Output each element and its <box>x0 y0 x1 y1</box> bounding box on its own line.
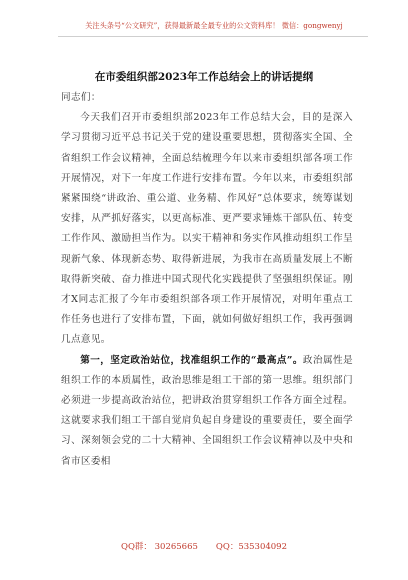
footer-contact <box>0 540 408 552</box>
footer-qq-number: QQ：535304092 <box>215 542 287 552</box>
paragraph-first-point <box>61 351 353 472</box>
first-point-text: 政治属性是组织工作的本质属性，政治思维是组工干部的第一思维。组织部门必须进一步提高政治站位，把讲政治贯穿组织工作各方面全过程。这就要求我们组工干部自觉肩负起自身建设的重要责任，要全面学习、深刻领会党的二十大精神、全国组织工作会议精神以及中央和省市区委相 <box>61 354 353 467</box>
document-title: 在市委组织部2023年工作总结会上的讲话提纲 <box>94 71 314 83</box>
footer-qq-group: QQ群： 30265665 <box>120 542 198 552</box>
salutation: 同志们： <box>61 92 101 103</box>
header-divider <box>58 36 368 37</box>
first-point-heading: 第一，坚定政治站位，找准组织工作的“最高点”。 <box>80 354 303 366</box>
paragraph-opening: 今天我们召开市委组织部2023年工作总结大会，目的是深入学习贯彻习近平总书记关于党的建设重要思想，贯彻落实全国、全省组织工作会议精神，全面总结梳理今年以来市委组织部各项工作开展情况，对下一年度工作进行安排布置。今年以来，市委组织部紧紧围绕“讲政治、重公道、业务精、作风好”总体要求，统筹谋划安排，从严抓好落实，以更高标准、更严要求锤炼干部队伍、转变工作作风、激励担当作为。以实干精神和务实作风推动组织工作呈现新气象、体现新态势、取得新进展，为我市在高质量发展上不断取得新突破、奋力推进中国式现代化实践提供了坚强组织保证。刚才X同志汇报了今年市委组织部各项工作开展情况，对明年重点工作任务也进行了安排布置，下面，就如何做好组织工作，我再强调几点意见。 <box>61 112 353 346</box>
document-body <box>61 88 353 472</box>
header-promo-note: 关注头条号“公文研究”，获得最新最全最专业的公文资料库！ 微信：gongwenyj <box>85 21 343 30</box>
